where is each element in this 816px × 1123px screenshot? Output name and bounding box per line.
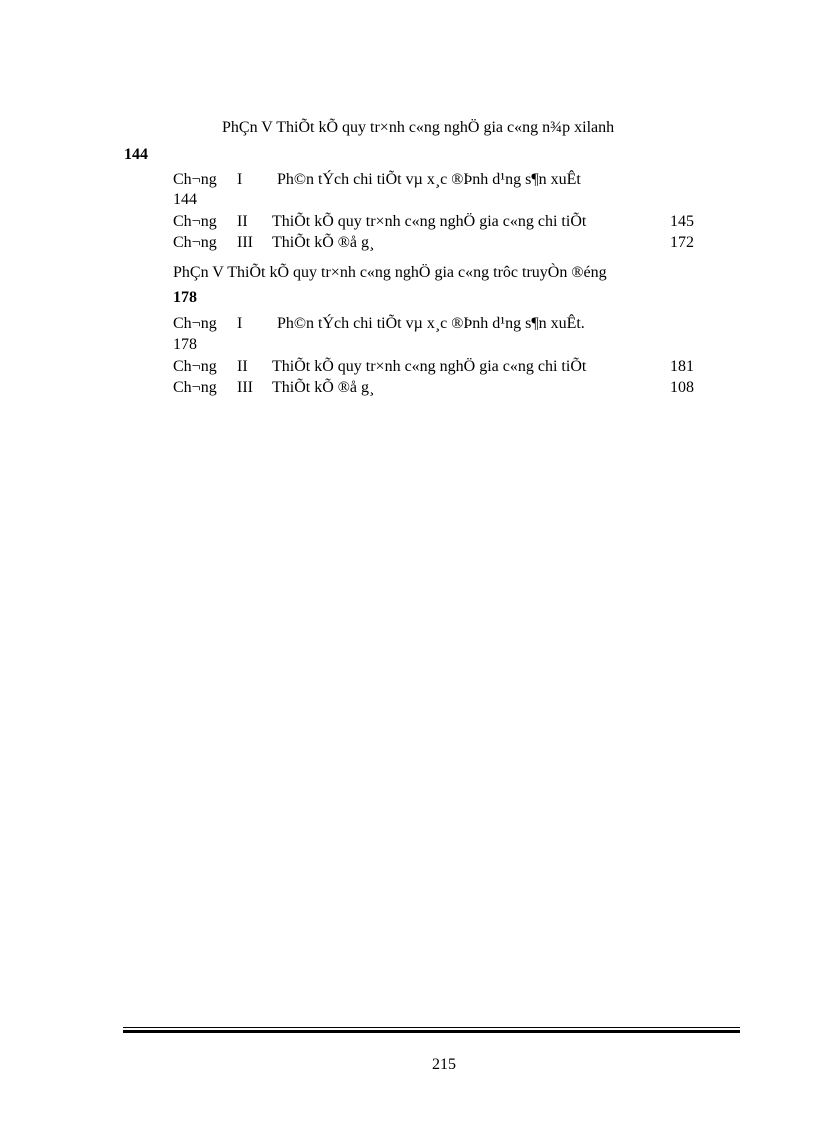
section-2-chapter-3-label: Ch¬ng	[173, 379, 217, 396]
section-2-chapter-2-title: ThiÕt kÕ quy tr×nh c«ng nghÖ gia c«ng chi tiÕt	[272, 358, 587, 375]
section-1-heading: PhÇn V ThiÕt kÕ quy tr×nh c«ng nghÖ gia c«ng n¾p xilanh	[222, 119, 615, 136]
section-2-chapter-3-title: ThiÕt kÕ ®å g¸	[272, 379, 375, 396]
section-1-chapter-3-number: III	[237, 234, 253, 251]
footer-rule-thick	[123, 1030, 740, 1033]
section-1-chapter-1-number: I	[237, 171, 243, 188]
section-1-chapter-1-title: Ph©n tÝch chi tiÕt vµ x¸c ®Þnh d¹ng s¶n xuÊt	[277, 171, 581, 188]
footer-page-number: 215	[432, 1056, 456, 1073]
section-1-chapter-2-label: Ch¬ng	[173, 213, 217, 230]
section-1-chapter-3-title: ThiÕt kÕ ®å g¸	[272, 234, 375, 251]
section-1-chapter-3-page: 172	[670, 234, 694, 251]
section-1-chapter-2-number: II	[237, 213, 248, 230]
section-1-chapter-1-page: 144	[173, 191, 197, 208]
section-2-chapter-1-title: Ph©n tÝch chi tiÕt vµ x¸c ®Þnh d¹ng s¶n xuÊt.	[277, 315, 585, 332]
section-2-chapter-1-number: I	[237, 315, 243, 332]
section-1-chapter-3-label: Ch¬ng	[173, 234, 217, 251]
section-2-chapter-1-label: Ch¬ng	[173, 315, 217, 332]
section-2-chapter-2-page: 181	[670, 358, 694, 375]
section-2-chapter-3-number: III	[237, 379, 253, 396]
section-2-chapter-3-page: 108	[670, 379, 694, 396]
section-2-heading-page: 178	[173, 289, 197, 306]
section-2-chapter-1-page: 178	[173, 336, 197, 353]
section-1-chapter-2-title: ThiÕt kÕ quy tr×nh c«ng nghÖ gia c«ng chi tiÕt	[272, 213, 587, 230]
section-2-heading: PhÇn V ThiÕt kÕ quy tr×nh c«ng nghÖ gia c«ng trôc truyÒn ®éng	[173, 264, 607, 281]
section-2-chapter-2-number: II	[237, 358, 248, 375]
section-2-chapter-2-label: Ch¬ng	[173, 358, 217, 375]
footer-rule-thin	[123, 1027, 740, 1028]
section-1-heading-page: 144	[124, 146, 148, 163]
section-1-chapter-2-page: 145	[670, 213, 694, 230]
section-1-chapter-1-label: Ch¬ng	[173, 171, 217, 188]
